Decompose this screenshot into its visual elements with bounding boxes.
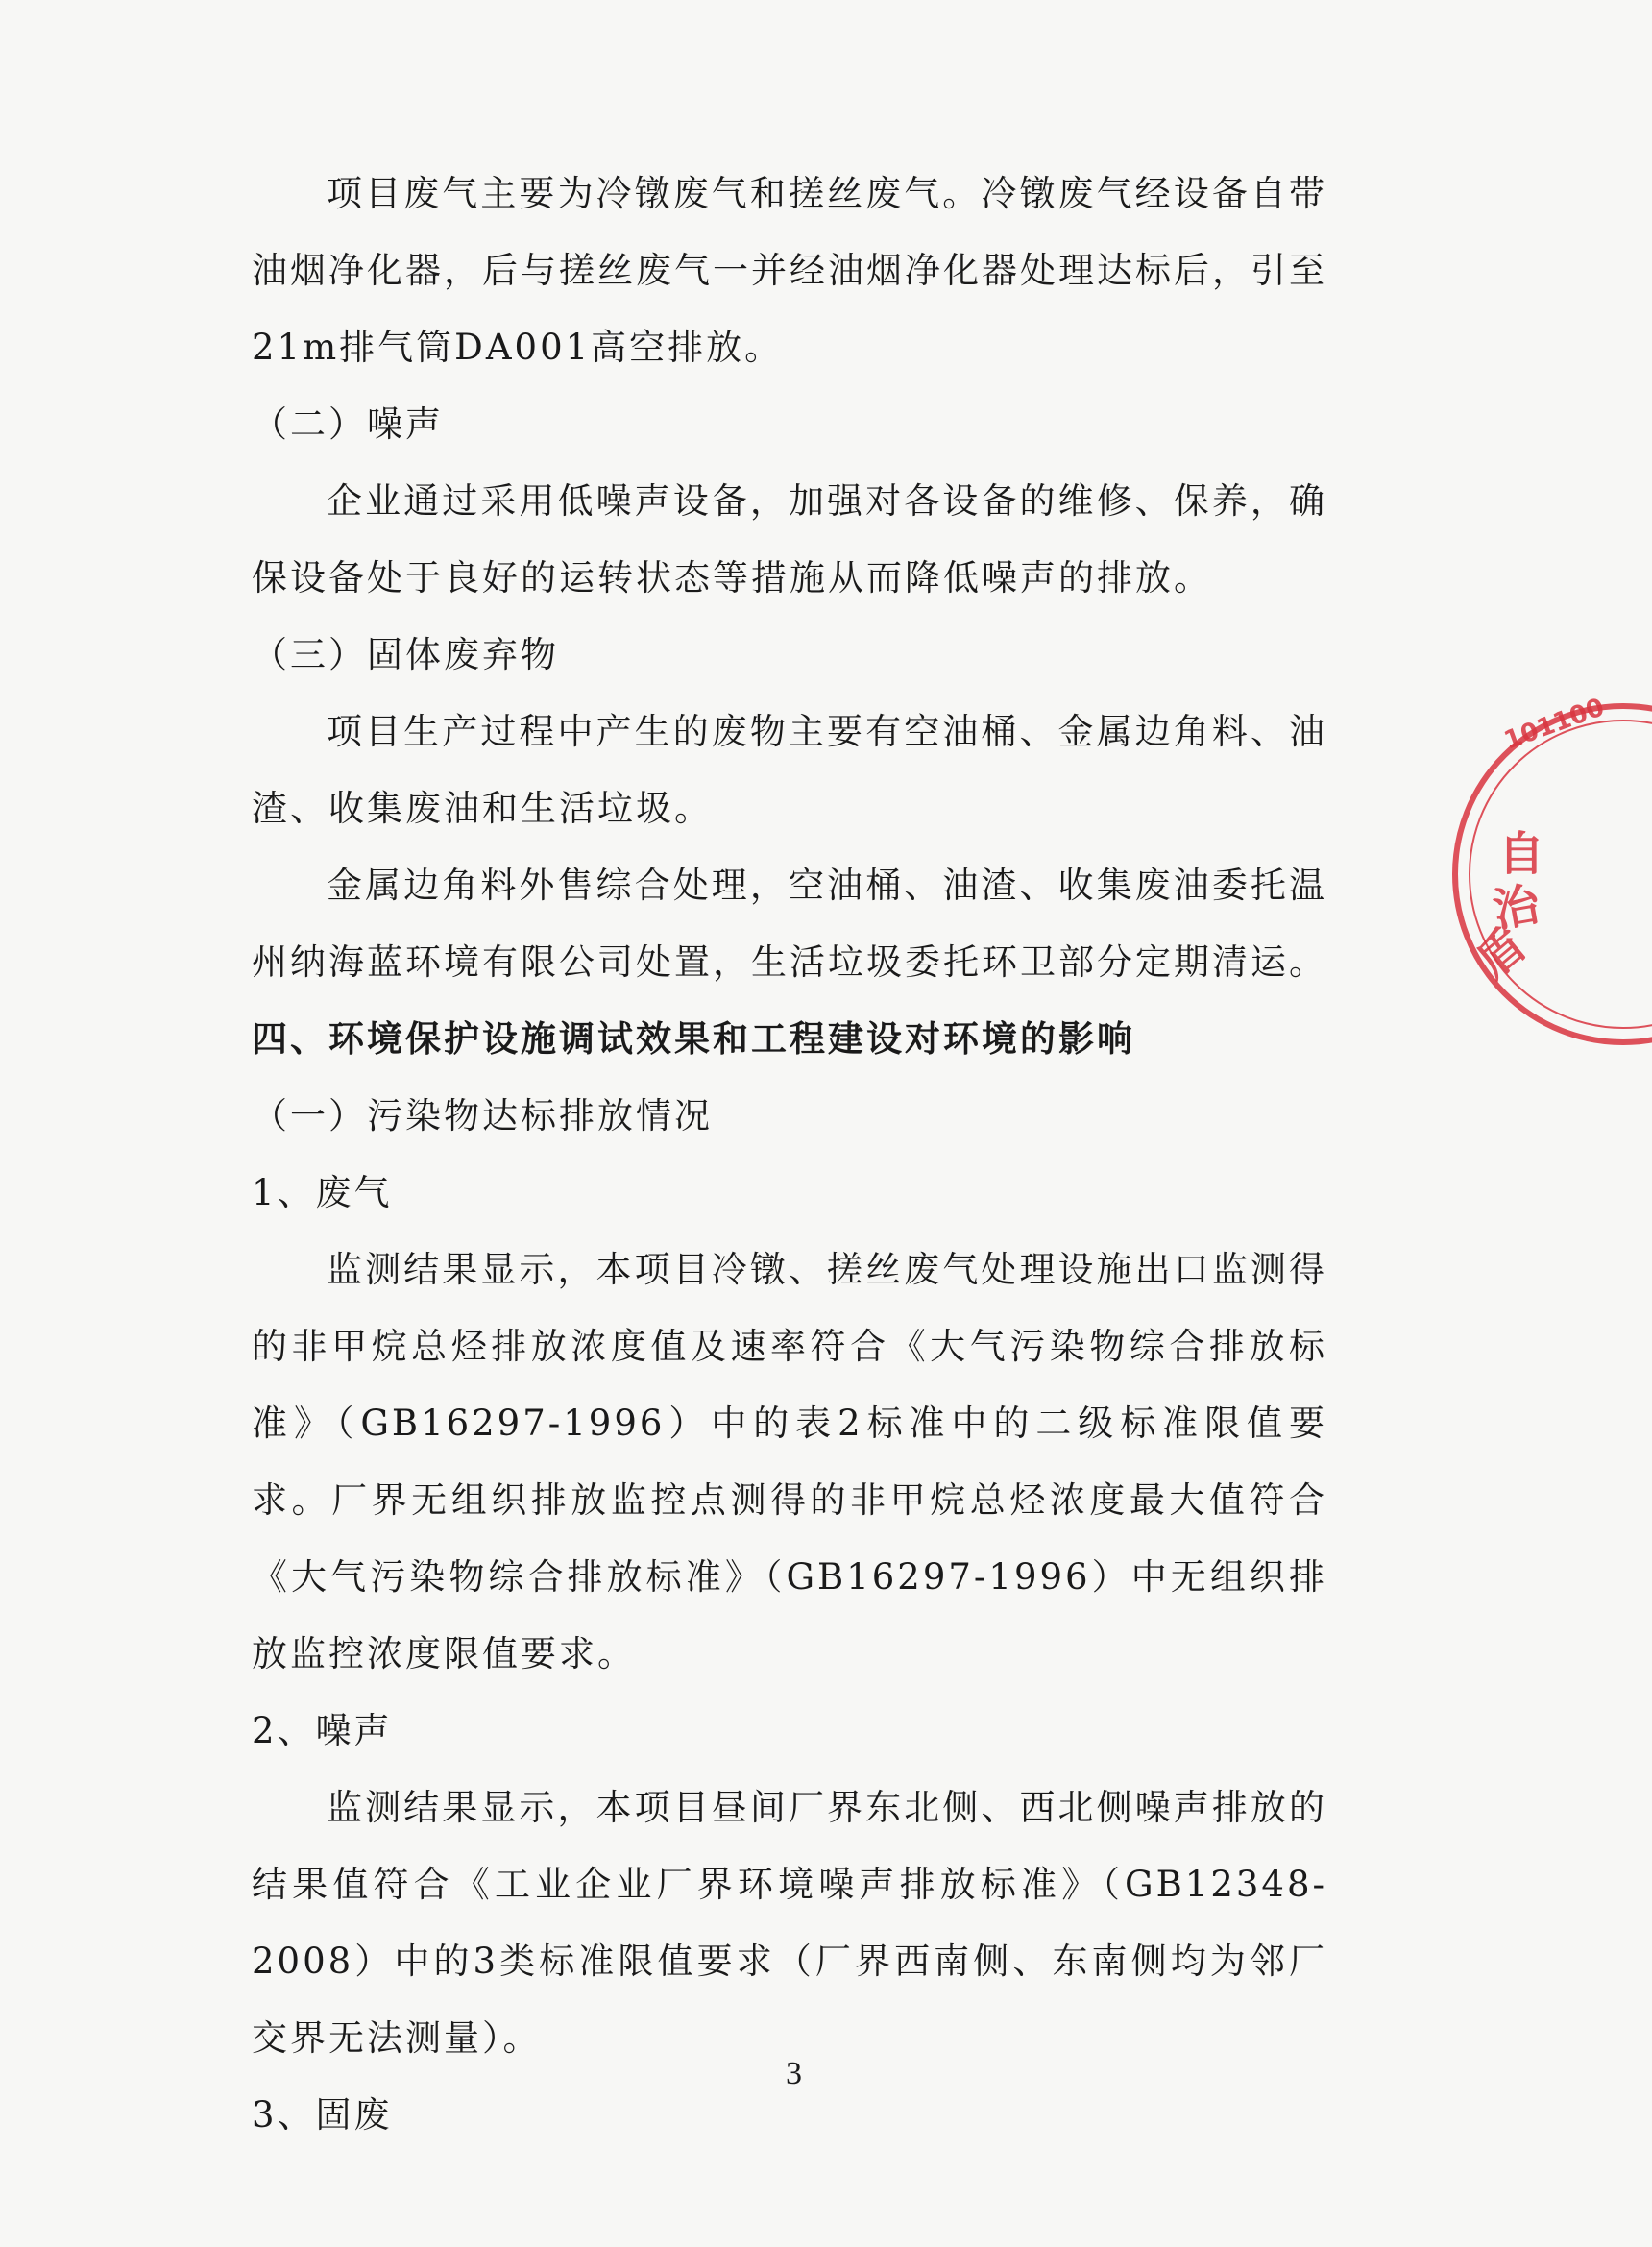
paragraph-noise-monitoring: 监测结果显示，本项目昼间厂界东北侧、西北侧噪声排放的结果值符合《工业企业厂界环境噪声排放标准》（GB12348-2008）中的3类标准限值要求（厂界西南侧、东南侧均为邻厂交界无法测量）。 [252,1787,1327,2059]
paragraph-noise-measures: 企业通过采用低噪声设备，加强对各设备的维修、保养，确保设备处于良好的运转状态等措施从而降低噪声的排放。 [252,480,1327,598]
svg-text:盾: 盾 [1466,917,1537,989]
heading-noise: （二）噪声 [252,403,444,445]
heading-3-solid-waste: 3、固废 [252,2094,393,2136]
section-heading-4: 四、环境保护设施调试效果和工程建设对环境的影响 [252,1018,1135,1060]
paragraph-waste-disposal: 金属边角料外售综合处理，空油桶、油渣、收集废油委托温州纳海蓝环境有限公司处置，生活垃圾委托环卫部分定期清运。 [252,865,1327,983]
svg-text:101100: 101100 [1500,693,1609,756]
page-number: 3 [786,2056,802,2091]
red-seal-stamp [1441,692,1652,1057]
heading-1-exhaust: 1、废气 [252,1172,393,1213]
paragraph-exhaust-monitoring: 监测结果显示，本项目冷镦、搓丝废气处理设施出口监测得的非甲烷总烃排放浓度值及速率符合《大气污染物综合排放标准》（GB16297-1996）中的表2标准中的二级标准限值要求。厂界无组织排放监控点测得的非甲烷总烃浓度最大值符合《大气污染物综合排放标准》（GB16297-1996）中无组织排放监控浓度限值要求。 [252,1249,1327,1674]
heading-emission-compliance: （一）污染物达标排放情况 [252,1095,713,1136]
svg-text:治: 治 [1489,877,1544,939]
paragraph-exhaust-gas: 项目废气主要为冷镦废气和搓丝废气。冷镦废气经设备自带油烟净化器，后与搓丝废气一并经油烟净化器处理达标后，引至21m排气筒DA001高空排放。 [252,173,1327,368]
paragraph-waste-types: 项目生产过程中产生的废物主要有空油桶、金属边角料、油渣、收集废油和生活垃圾。 [252,711,1327,829]
svg-text:自: 自 [1498,827,1545,881]
heading-solid-waste: （三）固体废弃物 [252,634,559,675]
body-text [252,156,1327,2154]
heading-2-noise: 2、噪声 [252,1710,393,1751]
